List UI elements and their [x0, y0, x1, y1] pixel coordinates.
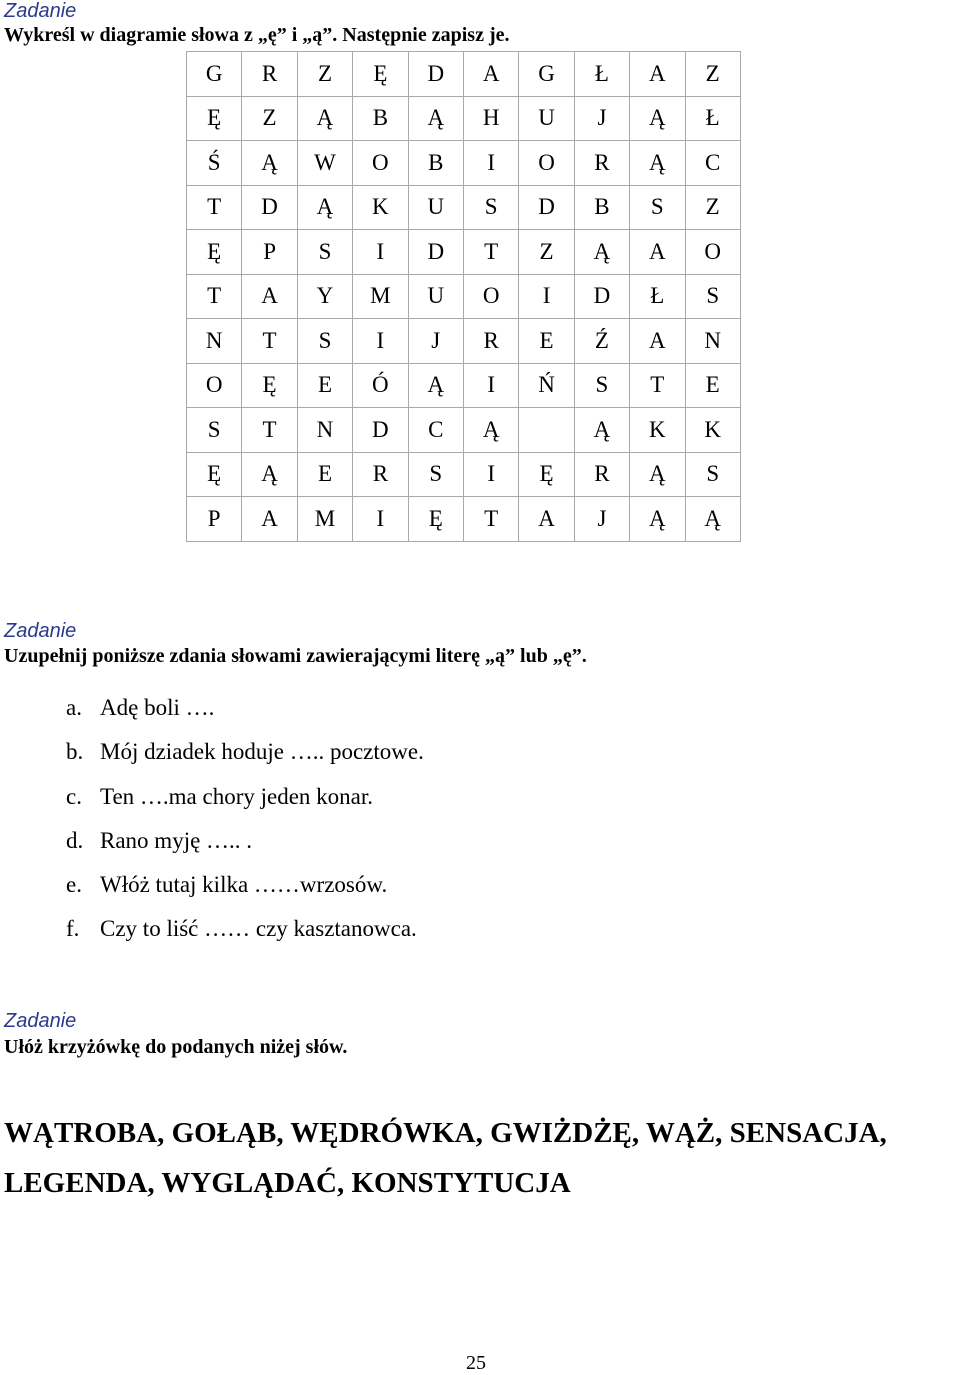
grid-cell[interactable]: R	[242, 52, 297, 97]
grid-cell[interactable]: Ę	[519, 452, 574, 497]
sentence-text: Włóż tutaj kilka ……wrzosów.	[100, 872, 388, 898]
grid-cell[interactable]: S	[630, 185, 685, 230]
grid-cell[interactable]: R	[353, 452, 408, 497]
sentence-marker: d.	[66, 827, 84, 853]
grid-row	[187, 408, 741, 453]
grid-cell[interactable]: M	[353, 274, 408, 319]
grid-cell[interactable]: Ę	[408, 497, 463, 542]
grid-cell[interactable]: O	[519, 141, 574, 186]
grid-cell[interactable]: A	[242, 497, 297, 542]
grid-cell[interactable]: O	[353, 141, 408, 186]
grid-cell[interactable]: Y	[297, 274, 352, 319]
sentence-item	[66, 693, 424, 737]
grid-cell[interactable]: C	[685, 141, 740, 186]
grid-cell[interactable]: Ą	[297, 96, 352, 141]
grid-cell[interactable]: N	[685, 319, 740, 364]
grid-cell[interactable]: S	[297, 230, 352, 275]
grid-cell[interactable]: T	[187, 274, 242, 319]
task2-label: Zadanie	[4, 620, 77, 642]
grid-row	[187, 452, 741, 497]
grid-cell[interactable]: U	[408, 274, 463, 319]
grid-cell[interactable]: B	[408, 141, 463, 186]
grid-cell[interactable]: Ó	[353, 363, 408, 408]
grid-cell[interactable]: Z	[242, 96, 297, 141]
grid-cell[interactable]: T	[463, 497, 518, 542]
grid-cell[interactable]: C	[408, 408, 463, 453]
grid-cell[interactable]: K	[353, 185, 408, 230]
grid-cell[interactable]: Ę	[187, 230, 242, 275]
grid-cell[interactable]: I	[353, 230, 408, 275]
grid-row	[187, 363, 741, 408]
grid-cell[interactable]: S	[408, 452, 463, 497]
grid-cell[interactable]: Ą	[463, 408, 518, 453]
grid-cell[interactable]: I	[463, 452, 518, 497]
sentence-marker: a.	[66, 695, 82, 720]
grid-cell[interactable]: S	[574, 363, 629, 408]
sentence-item	[66, 914, 424, 958]
word-list-line-1: WĄTROBA, GOŁĄB, WĘDRÓWKA, GWIŻDŻĘ, WĄŻ, SENSACJA,	[4, 1117, 887, 1149]
sentence-item	[66, 737, 424, 781]
sentence-marker: f.	[66, 916, 80, 942]
page-number: 25	[466, 1352, 486, 1374]
grid-row	[187, 497, 741, 542]
grid-cell[interactable]: T	[242, 408, 297, 453]
grid-cell[interactable]: A	[630, 52, 685, 97]
grid-cell[interactable]: P	[187, 497, 242, 542]
grid-cell[interactable]: Ą	[574, 230, 629, 275]
sentence-text: Rano myję ….. .	[100, 827, 253, 853]
grid-cell[interactable]: B	[353, 96, 408, 141]
grid-cell[interactable]: I	[353, 319, 408, 364]
grid-cell[interactable]: T	[463, 230, 518, 275]
sentence-item	[66, 870, 424, 914]
grid-cell[interactable]: R	[574, 452, 629, 497]
grid-cell[interactable]: D	[574, 274, 629, 319]
grid-cell[interactable]: Ą	[242, 141, 297, 186]
grid-cell[interactable]: I	[519, 274, 574, 319]
grid-cell[interactable]: Ę	[353, 52, 408, 97]
grid-cell[interactable]: D	[242, 185, 297, 230]
grid-cell[interactable]: O	[187, 363, 242, 408]
sentence-marker: e.	[66, 872, 82, 898]
sentence-text: Mój dziadek hoduje ….. pocztowe.	[100, 739, 424, 765]
grid-cell[interactable]: J	[408, 319, 463, 364]
grid-cell[interactable]: S	[685, 274, 740, 319]
grid-cell[interactable]: Z	[519, 230, 574, 275]
task1-label: Zadanie	[4, 0, 77, 22]
grid-cell[interactable]: R	[463, 319, 518, 364]
grid-row	[187, 96, 741, 141]
grid-cell[interactable]: Ą	[242, 452, 297, 497]
grid-cell[interactable]: E	[297, 363, 352, 408]
grid-cell[interactable]: A	[463, 52, 518, 97]
grid-cell[interactable]: Z	[685, 185, 740, 230]
grid-cell[interactable]: Z	[685, 52, 740, 97]
grid-cell[interactable]: Ń	[519, 363, 574, 408]
grid-cell[interactable]: K	[685, 408, 740, 453]
grid-cell[interactable]: Ą	[574, 408, 629, 453]
grid-cell[interactable]: Ę	[187, 96, 242, 141]
grid-cell[interactable]: Ź	[574, 319, 629, 364]
sentence-text: Czy to liść …… czy kasztanowca.	[100, 916, 417, 942]
grid-cell[interactable]: M	[297, 497, 352, 542]
grid-cell[interactable]: I	[353, 497, 408, 542]
grid-cell[interactable]: Ą	[408, 363, 463, 408]
task1-instruction: Wykreśl w diagramie słowa z „ę” i „ą”. Następnie zapisz je.	[4, 24, 510, 46]
grid-cell[interactable]: H	[463, 96, 518, 141]
grid-row	[187, 274, 741, 319]
grid-row	[187, 52, 741, 97]
grid-cell[interactable]: E	[519, 319, 574, 364]
grid-cell[interactable]: Ą	[297, 185, 352, 230]
grid-cell[interactable]: G	[519, 52, 574, 97]
sentence-item	[66, 782, 424, 826]
grid-cell[interactable]: B	[574, 185, 629, 230]
grid-cell[interactable]: W	[297, 141, 352, 186]
grid-cell[interactable]: T	[187, 185, 242, 230]
grid-cell[interactable]: S	[187, 408, 242, 453]
grid-row	[187, 185, 741, 230]
grid-cell[interactable]: Ł	[685, 96, 740, 141]
grid-cell[interactable]: K	[630, 408, 685, 453]
word-search-grid	[186, 51, 741, 542]
grid-row	[187, 230, 741, 275]
sentence-text: Adę boli ….	[100, 695, 215, 720]
grid-cell[interactable]: I	[463, 141, 518, 186]
grid-cell[interactable]: Ą	[630, 497, 685, 542]
grid-cell[interactable]: S	[463, 185, 518, 230]
grid-cell[interactable]: E	[297, 452, 352, 497]
sentence-text: Ten ….ma chory jeden konar.	[100, 783, 374, 809]
grid-cell[interactable]: Ę	[187, 452, 242, 497]
grid-cell[interactable]: J	[574, 96, 629, 141]
grid-cell[interactable]: E	[685, 363, 740, 408]
grid-row	[187, 141, 741, 186]
grid-cell[interactable]: Ą	[408, 96, 463, 141]
grid-cell[interactable]: A	[630, 230, 685, 275]
grid-cell[interactable]: Ą	[630, 452, 685, 497]
grid-cell[interactable]: T	[242, 319, 297, 364]
task3-label: Zadanie	[4, 1010, 77, 1032]
grid-cell[interactable]: J	[574, 497, 629, 542]
grid-cell[interactable]: D	[408, 230, 463, 275]
task3-instruction: Ułóż krzyżówkę do podanych niżej słów.	[4, 1036, 348, 1058]
grid-cell[interactable]: N	[297, 408, 352, 453]
word-list-line-2: LEGENDA, WYGLĄDAĆ, KONSTYTUCJA	[4, 1167, 571, 1199]
grid-cell[interactable]: Ą	[630, 96, 685, 141]
grid-cell[interactable]: R	[574, 141, 629, 186]
grid-cell[interactable]: D	[408, 52, 463, 97]
grid-cell[interactable]: A	[519, 497, 574, 542]
grid-cell[interactable]: S	[297, 319, 352, 364]
task2-instruction: Uzupełnij poniższe zdania słowami zawierającymi literę „ą” lub „ę”.	[4, 645, 587, 667]
grid-cell[interactable]: D	[519, 185, 574, 230]
grid-cell[interactable]: Ą	[685, 497, 740, 542]
grid-cell[interactable]: Ś	[187, 141, 242, 186]
grid-cell[interactable]: Ł	[574, 52, 629, 97]
sentence-marker: c.	[66, 783, 82, 809]
grid-cell[interactable]: S	[685, 452, 740, 497]
sentence-list	[66, 693, 424, 959]
grid-cell[interactable]: U	[519, 96, 574, 141]
grid-cell[interactable]: Z	[297, 52, 352, 97]
grid-cell[interactable]: O	[463, 274, 518, 319]
grid-row	[187, 319, 741, 364]
grid-cell[interactable]: O	[685, 230, 740, 275]
grid-cell[interactable]: Ą	[630, 141, 685, 186]
grid-cell[interactable]: I	[463, 363, 518, 408]
sentence-item	[66, 826, 424, 870]
grid-cell[interactable]: N	[187, 319, 242, 364]
grid-cell[interactable]: P	[242, 230, 297, 275]
grid-cell[interactable]: T	[630, 363, 685, 408]
grid-cell[interactable]: D	[353, 408, 408, 453]
grid-cell[interactable]: G	[187, 52, 242, 97]
grid-cell[interactable]: A	[630, 319, 685, 364]
grid-cell[interactable]: Ę	[242, 363, 297, 408]
grid-cell[interactable]: A	[242, 274, 297, 319]
grid-cell[interactable]: Ł	[630, 274, 685, 319]
grid-cell[interactable]: U	[408, 185, 463, 230]
sentence-marker: b.	[66, 739, 84, 765]
grid-cell[interactable]	[519, 408, 574, 453]
